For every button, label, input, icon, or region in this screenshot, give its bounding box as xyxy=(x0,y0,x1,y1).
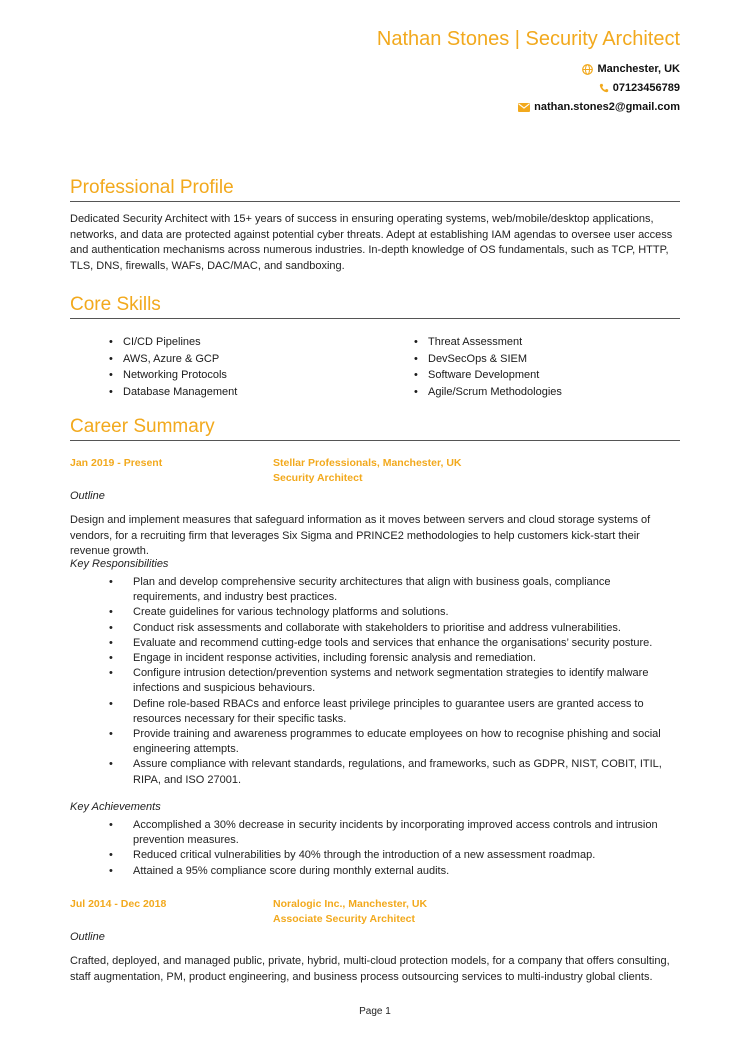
name-title: Nathan Stones | Security Architect xyxy=(376,28,680,50)
skill-item: • Networking Protocols xyxy=(123,367,237,384)
responsibilities-label: Key Responsibilities xyxy=(70,558,169,570)
contact-location xyxy=(582,63,680,75)
career-heading: Career Summary xyxy=(70,416,680,441)
phone-icon xyxy=(599,83,609,93)
skill-item: • CI/CD Pipelines xyxy=(123,334,237,351)
skills-column-left xyxy=(123,334,237,400)
list-item: • Conduct risk assessments and collaborate with stakeholders to prioritise and address vulnerabilities. xyxy=(133,621,680,636)
achievements-label: Key Achievements xyxy=(70,801,161,813)
location-text: Manchester, UK xyxy=(597,63,680,75)
email-text[interactable]: nathan.stones2@gmail.com xyxy=(534,101,680,113)
list-item: • Attained a 95% compliance score during monthly external audits. xyxy=(133,864,680,879)
list-item: • Reduced critical vulnerabilities by 40% through the introduction of a new assessment roadmap. xyxy=(133,848,680,863)
list-item: • Assure compliance with relevant standards, regulations, and frameworks, such as GDPR, NIST, COBIT, ITIL, RIPA, and ISO 27001. xyxy=(133,757,680,787)
job-outline: Crafted, deployed, and managed public, private, hybrid, multi-cloud protection models, for a company that offers consulting, staff augmentation, PM, product engineering, and business process outsourcing services to multi-industry global clients. xyxy=(70,955,670,983)
job-outline: Design and implement measures that safeguard information as it moves between servers and cloud storage systems of vendors, for a recruiting firm that leverages Six Sigma and PRINCE2 methodologies to help customers kick-start their revenue growth. xyxy=(70,514,651,557)
job-role: Associate Security Architect xyxy=(273,913,416,925)
contact-email xyxy=(518,101,680,113)
responsibilities-list xyxy=(133,575,680,788)
list-item: • Provide training and awareness programmes to educate employees on how to recognise phishing and social engineering attempts. xyxy=(133,727,680,757)
skills-heading: Core Skills xyxy=(70,294,680,319)
job-dates: Jul 2014 - Dec 2018 xyxy=(70,898,167,910)
globe-icon xyxy=(582,64,593,75)
outline-label: Outline xyxy=(70,490,105,502)
skills-column-right xyxy=(428,334,562,400)
skill-item: • AWS, Azure & GCP xyxy=(123,351,237,368)
job-company: Stellar Professionals, Manchester, UK xyxy=(273,457,462,469)
skill-item: • Software Development xyxy=(428,367,562,384)
phone-text: 07123456789 xyxy=(612,82,680,94)
outline-label: Outline xyxy=(70,931,105,943)
job-role: Security Architect xyxy=(273,472,363,484)
list-item: • Engage in incident response activities, including forensic analysis and remediation. xyxy=(133,651,680,666)
job-dates: Jan 2019 - Present xyxy=(70,457,163,469)
list-item: • Configure intrusion detection/prevention systems and network segmentation strategies to identify malware infections and suspicious behaviours. xyxy=(133,666,680,696)
achievements-list xyxy=(133,818,680,879)
job-employer xyxy=(273,456,462,486)
resume-page xyxy=(70,0,680,1061)
list-item: • Create guidelines for various technology platforms and solutions. xyxy=(133,605,680,620)
skill-item: • Database Management xyxy=(123,384,237,401)
job-employer xyxy=(273,897,427,927)
skill-item: • DevSecOps & SIEM xyxy=(428,351,562,368)
list-item: • Evaluate and recommend cutting-edge tools and services that enhance the organisations’ security posture. xyxy=(133,636,680,651)
job-company: Noralogic Inc., Manchester, UK xyxy=(273,898,428,910)
profile-text: Dedicated Security Architect with 15+ years of success in ensuring operating systems, web/mobile/desktop applications, networks, and data are protected against potential cyber threats. Adept at establishing IAM agendas to oversee user access and authentication mechanisms across numerous industries. In-depth knowledge of OS fundamentals, such as TCP, HTTP, TLS, DNS, firewalls, WAFs, DAC/MAC, and sandboxing. xyxy=(70,213,673,272)
page-number: Page 1 xyxy=(359,1006,391,1017)
profile-heading: Professional Profile xyxy=(70,177,680,202)
list-item: • Plan and develop comprehensive security architectures that align with business goals, compliance requirements, and industry best practices. xyxy=(133,575,680,605)
list-item: • Define role-based RBACs and enforce least privilege principles to guarantee users are granted access to resources necessary for their specific tasks. xyxy=(133,697,680,727)
skill-item: • Threat Assessment xyxy=(428,334,562,351)
skill-item: • Agile/Scrum Methodologies xyxy=(428,384,562,401)
envelope-icon xyxy=(518,103,530,112)
contact-phone xyxy=(599,82,680,94)
list-item: • Accomplished a 30% decrease in security incidents by incorporating improved access controls and intrusion prevention measures. xyxy=(133,818,680,848)
